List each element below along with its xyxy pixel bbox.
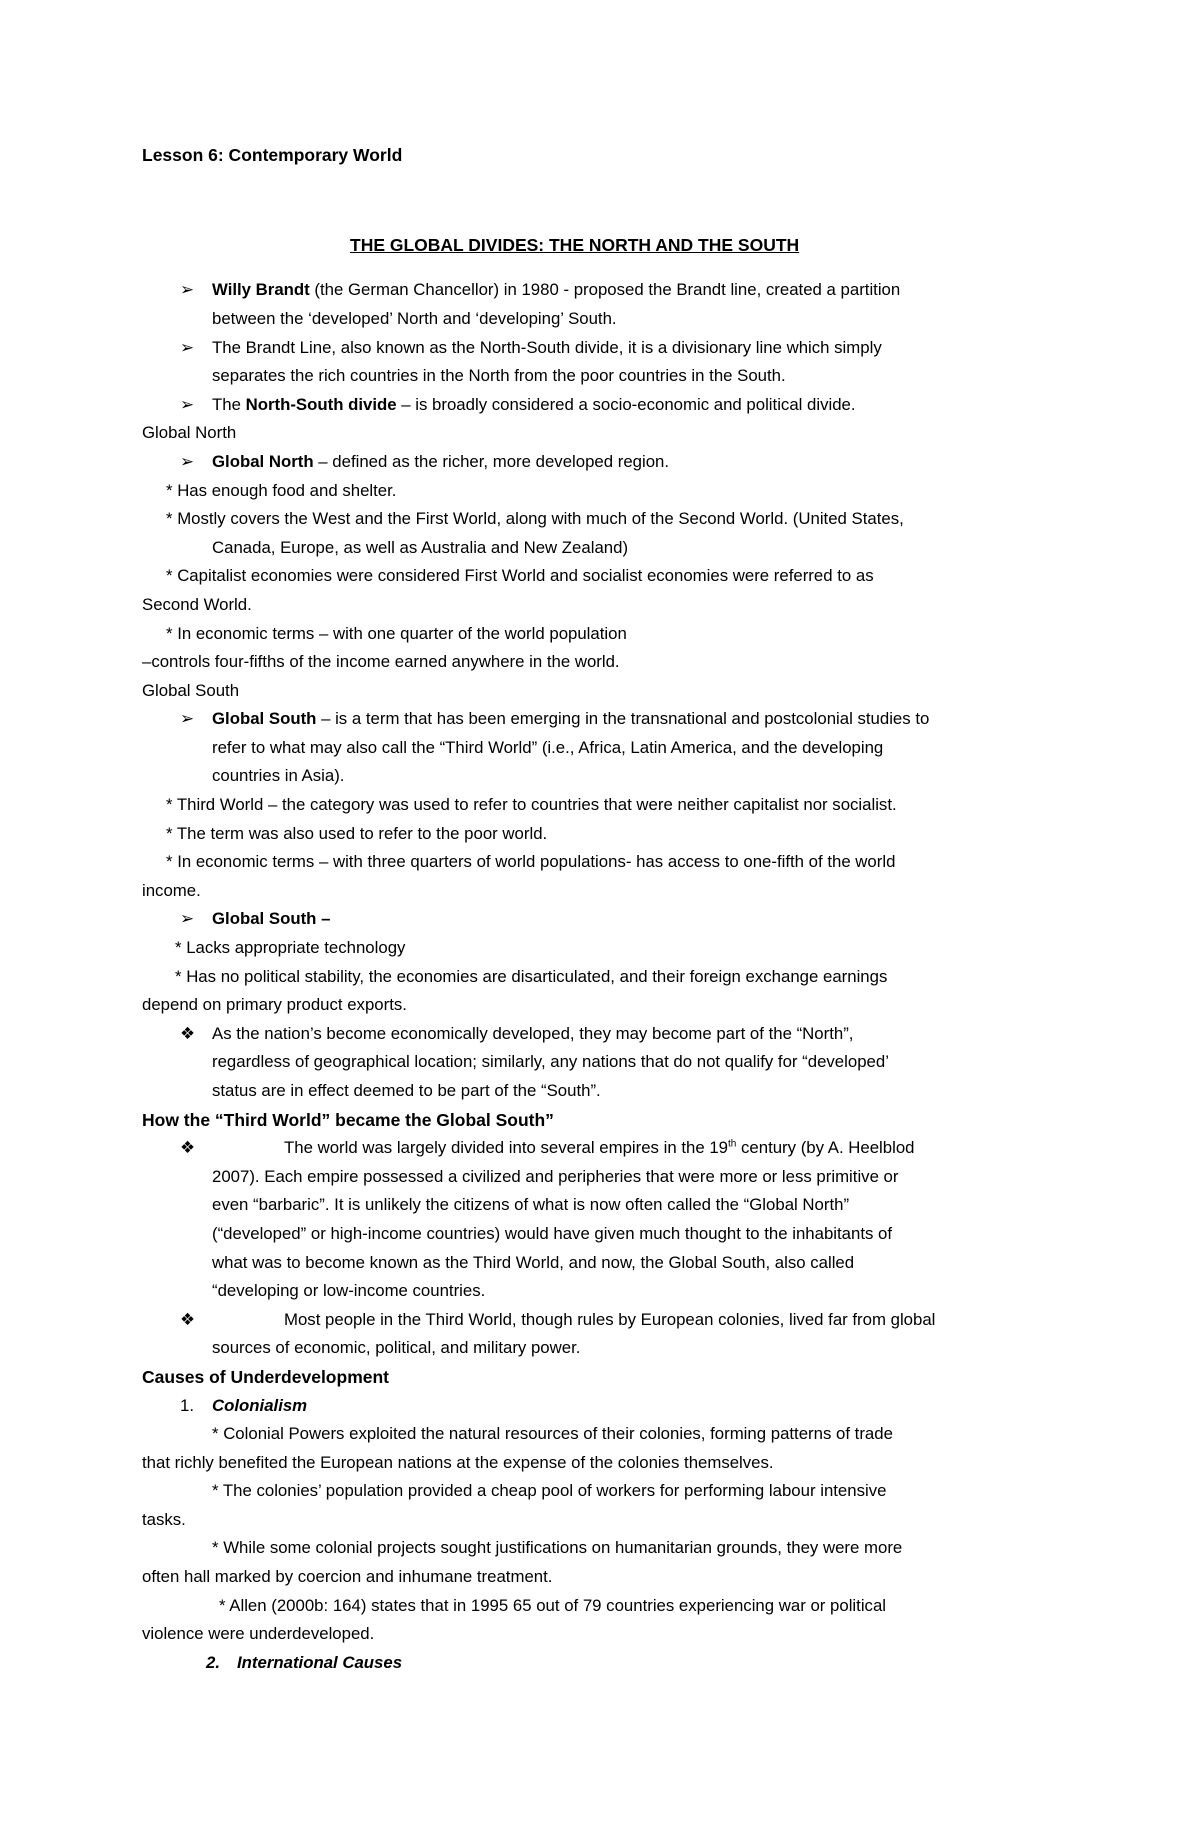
paragraph-line: “developing or low-income countries.	[212, 1281, 486, 1300]
bullet-text: The	[212, 395, 246, 414]
south-point: * Third World – the category was used to refer to countries that were neither capitalist nor socialist.	[166, 795, 897, 814]
bullet-text: As the nation’s become economically developed, they may become part of the “North”,	[212, 1024, 854, 1043]
arrow-bullet-icon: ➢	[180, 709, 195, 728]
bullet-text: (the German Chancellor) in 1980 - proposed the Brandt line, created a partition	[309, 280, 901, 299]
intro-bullet-divide	[212, 395, 856, 415]
list-number: 2.	[206, 1653, 220, 1672]
north-point: * Has enough food and shelter.	[166, 481, 397, 500]
text-run: century (by A. Heelblod	[736, 1138, 915, 1157]
north-bullet	[212, 452, 669, 472]
north-point: * In economic terms – with one quarter of the world population	[166, 624, 627, 643]
arrow-bullet-icon: ➢	[180, 338, 195, 357]
bullet-text: – is broadly considered a socio-economic and political divide.	[396, 395, 856, 414]
bullet-continuation: separates the rich countries in the North from the poor countries in the South.	[212, 366, 786, 385]
paragraph-line: (“developed” or high-income countries) would have given much thought to the inhabitants of	[212, 1224, 893, 1243]
list-number: 1.	[180, 1396, 194, 1415]
north-point-continuation: –controls four-fifths of the income earned anywhere in the world.	[142, 652, 620, 671]
text-run: The world was largely divided into several empires in the 19	[284, 1138, 728, 1157]
south-point: * The term was also used to refer to the poor world.	[166, 824, 548, 843]
section-label-north: Global North	[142, 423, 237, 442]
paragraph-line: even “barbaric”. It is unlikely the citizens of what is now often called the “Global North”	[212, 1195, 850, 1214]
bullet-continuation: between the ‘developed’ North and ‘developing’ South.	[212, 309, 617, 328]
cause-point-continuation: tasks.	[142, 1510, 186, 1529]
bullet-continuation: status are in effect deemed to be part of the “South”.	[212, 1081, 601, 1100]
section-heading-third-world: How the “Third World” became the Global South”	[142, 1110, 554, 1130]
south-point: * In economic terms – with three quarters of world populations- has access to one-fifth of the world	[166, 852, 896, 871]
section-label-south: Global South	[142, 681, 240, 700]
south-point-continuation: depend on primary product exports.	[142, 995, 407, 1014]
cause-point-continuation: that richly benefited the European nations at the expense of the colonies themselves.	[142, 1453, 774, 1472]
cause-title-colonialism: Colonialism	[212, 1396, 308, 1415]
south-point: * Has no political stability, the economies are disarticulated, and their foreign exchange earnings	[175, 967, 888, 986]
north-point-continuation: Canada, Europe, as well as Australia and New Zealand)	[212, 538, 629, 557]
bold-term: Willy Brandt	[212, 280, 310, 299]
cause-point: * Allen (2000b: 164) states that in 1995 65 out of 79 countries experiencing war or political	[219, 1596, 887, 1615]
north-point-continuation: Second World.	[142, 595, 252, 614]
cause-point-continuation: violence were underdeveloped.	[142, 1624, 375, 1643]
south-bullet	[212, 709, 929, 729]
cause-point: * The colonies’ population provided a cheap pool of workers for performing labour intensive	[212, 1481, 887, 1500]
bullet-text: The Brandt Line, also known as the North-South divide, it is a divisionary line which simply	[212, 338, 882, 357]
cause-point-continuation: often hall marked by coercion and inhumane treatment.	[142, 1567, 553, 1586]
section-heading-causes: Causes of Underdevelopment	[142, 1367, 389, 1387]
diamond-bullet-icon: ❖	[180, 1138, 196, 1157]
paragraph-line	[284, 1138, 915, 1158]
bold-term: Global South –	[212, 909, 331, 928]
bold-term: Global South	[212, 709, 317, 728]
paragraph-line: Most people in the Third World, though rules by European colonies, lived far from global	[284, 1310, 936, 1329]
diamond-bullet-icon: ❖	[180, 1024, 196, 1043]
arrow-bullet-icon: ➢	[180, 452, 195, 471]
arrow-bullet-icon: ➢	[180, 909, 195, 928]
paragraph-line: sources of economic, political, and military power.	[212, 1338, 581, 1357]
arrow-bullet-icon: ➢	[180, 280, 195, 299]
cause-title-international: International Causes	[237, 1653, 403, 1672]
diamond-bullet-icon: ❖	[180, 1310, 196, 1329]
south-bullet-2	[212, 909, 330, 929]
north-point: * Mostly covers the West and the First World, along with much of the Second World. (United States,	[166, 509, 904, 528]
page-title: THE GLOBAL DIVIDES: THE NORTH AND THE SOUTH	[350, 235, 800, 255]
paragraph-line: what was to become known as the Third World, and now, the Global South, also called	[212, 1253, 855, 1272]
bold-term: Global North	[212, 452, 314, 471]
cause-point: * Colonial Powers exploited the natural resources of their colonies, forming patterns of trade	[212, 1424, 893, 1443]
south-point-continuation: income.	[142, 881, 201, 900]
bullet-text: – defined as the richer, more developed region.	[313, 452, 670, 471]
bold-term: North-South divide	[245, 395, 397, 414]
superscript: th	[728, 1138, 737, 1150]
paragraph-line: 2007). Each empire possessed a civilized and peripheries that were more or less primitive or	[212, 1167, 899, 1186]
bullet-continuation: regardless of geographical location; similarly, any nations that do not qualify for “developed’	[212, 1052, 889, 1071]
intro-bullet-brandt	[212, 280, 900, 300]
bullet-text: – is a term that has been emerging in the transnational and postcolonial studies to	[316, 709, 930, 728]
cause-point: * While some colonial projects sought justifications on humanitarian grounds, they were more	[212, 1538, 903, 1557]
south-point: * Lacks appropriate technology	[175, 938, 406, 957]
bullet-continuation: countries in Asia).	[212, 766, 345, 785]
bullet-continuation: refer to what may also call the “Third World” (i.e., Africa, Latin America, and the developing	[212, 738, 884, 757]
north-point: * Capitalist economies were considered First World and socialist economies were referred to as	[166, 566, 874, 585]
arrow-bullet-icon: ➢	[180, 395, 195, 414]
lesson-title: Lesson 6: Contemporary World	[142, 145, 403, 165]
